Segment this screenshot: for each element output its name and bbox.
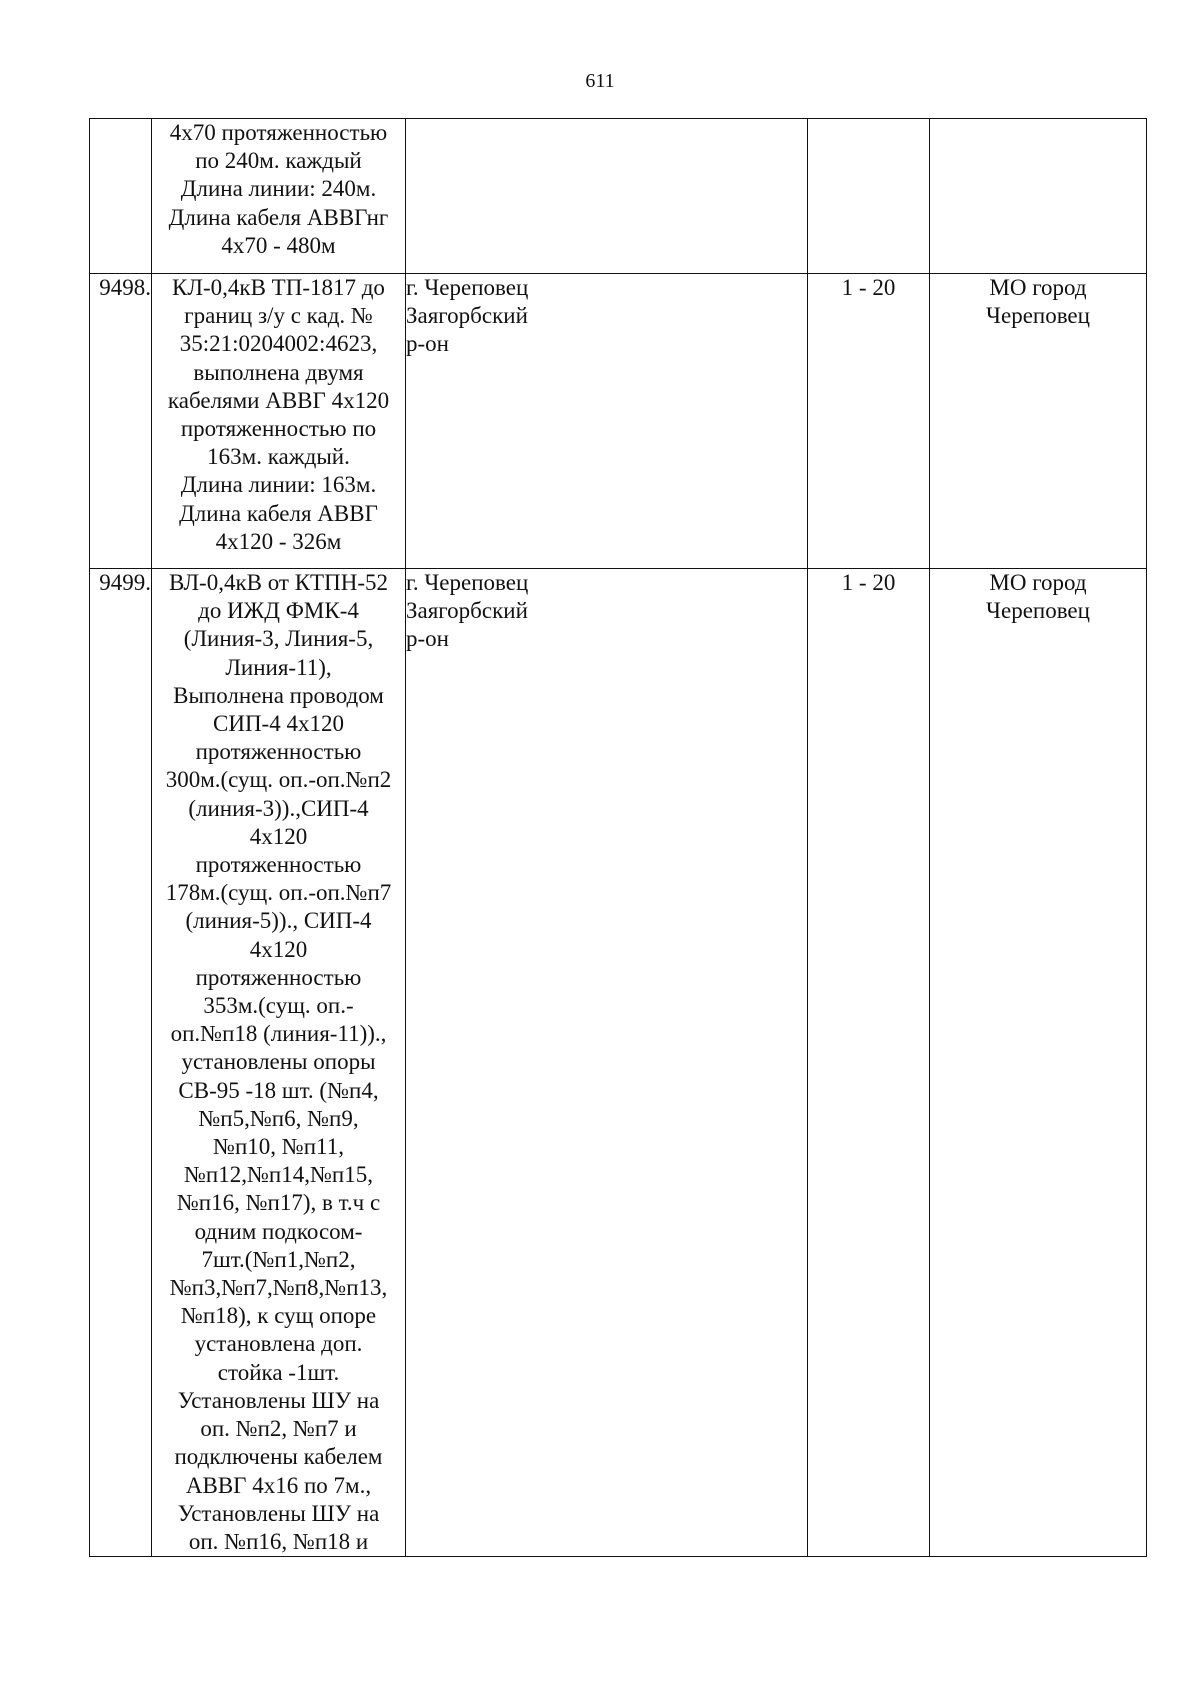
table-row — [90, 569, 1147, 1557]
description-line: оп. №п16, №п18 и — [188, 1528, 369, 1554]
object-address — [406, 569, 808, 1557]
owner — [930, 274, 1147, 569]
description-line: Длина кабеля АВВГ — [179, 500, 378, 526]
description-line: №п18), к сущ опоре — [180, 1303, 377, 1329]
owner-line: МО город — [989, 275, 1087, 300]
description-line: Линия-11), — [225, 654, 332, 680]
description-line: протяженностью по — [180, 416, 377, 442]
table-row — [90, 119, 1147, 274]
value-range: 1 - 20 — [808, 274, 930, 569]
address-line: р-он — [406, 626, 449, 652]
value-range — [808, 119, 930, 274]
description-line: Установлены ШУ на — [177, 1500, 380, 1526]
row-number — [90, 119, 152, 274]
description-line: Установлены ШУ на — [177, 1387, 380, 1413]
description-line: АВВГ 4х16 по 7м., — [185, 1472, 372, 1498]
address-line: р-он — [406, 331, 449, 357]
description-line: Выполнена проводом — [173, 682, 384, 708]
description-line: 4х120 — [249, 823, 308, 849]
description-line: подключены кабелем — [174, 1444, 383, 1470]
description-line: №п12,№п14,№п15, — [183, 1162, 373, 1188]
description-line: (Линия-3, Линия-5, — [183, 626, 374, 652]
description-line: оп.№п18 (линия-11))., — [170, 1021, 387, 1047]
object-address — [406, 119, 808, 274]
description-line: Длина линии: 240м. — [180, 176, 377, 202]
description-line: 178м.(сущ. оп.-оп.№п7 — [165, 880, 392, 906]
description-line: Длина кабеля АВВГнг — [168, 204, 389, 230]
object-description — [152, 119, 406, 274]
description-line: №п10, №п11, — [213, 1134, 344, 1160]
description-line: 35:21:0204002:4623, — [179, 331, 378, 357]
description-line: ВЛ-0,4кВ от КТПН-52 — [168, 570, 388, 595]
description-line: №п3,№п7,№п8,№п13, — [169, 1275, 388, 1301]
object-address — [406, 274, 808, 569]
description-line: 300м.(сущ. оп.-оп.№п2 — [165, 767, 392, 793]
description-line: 4х70 протяженностью — [169, 120, 388, 145]
description-line: Длина линии: 163м. — [180, 472, 377, 498]
description-line: 4х70 - 480м — [221, 232, 336, 258]
owner-line: Череповец — [986, 303, 1090, 329]
description-line: 7шт.(№п1,№п2, — [201, 1246, 356, 1272]
table-row — [90, 274, 1147, 569]
object-description — [152, 274, 406, 569]
owner-line: МО город — [989, 570, 1087, 595]
description-line: (линия-3)).,СИП-4 — [188, 795, 369, 821]
row-number: 9498. — [90, 274, 152, 569]
description-line: установлена доп. — [194, 1331, 363, 1357]
owner-line: Череповец — [986, 598, 1090, 624]
description-line: 4х120 - 326м — [215, 528, 342, 554]
row-number: 9499. — [90, 569, 152, 1557]
description-line: СИП-4 4х120 — [213, 711, 344, 737]
owner — [930, 119, 1147, 274]
address-line: г. Череповец — [406, 275, 529, 300]
description-line: по 240м. каждый — [195, 148, 362, 174]
description-line: установлены опоры — [181, 1049, 376, 1075]
description-line: одним подкосом- — [194, 1218, 363, 1244]
owner — [930, 569, 1147, 1557]
description-line: 353м.(сущ. оп.- — [203, 993, 354, 1019]
description-line: оп. №п2, №п7 и — [200, 1416, 357, 1442]
address-line: Заягорбский — [406, 598, 528, 624]
address-line: Заягорбский — [406, 303, 528, 329]
description-line: СВ-95 -18 шт. (№п4, — [178, 1077, 379, 1103]
description-line: №п5,№п6, №п9, — [198, 1105, 359, 1131]
description-line: выполнена двумя — [193, 359, 364, 385]
description-line: стойка -1шт. — [217, 1359, 340, 1385]
description-line: №п16, №п17), в т.ч с — [176, 1190, 381, 1216]
description-line: КЛ-0,4кВ ТП-1817 до — [172, 275, 385, 300]
description-line: протяженностью — [195, 739, 362, 765]
description-line: 4х120 — [249, 936, 308, 962]
description-line: протяженностью — [195, 852, 362, 878]
address-line: г. Череповец — [406, 570, 529, 595]
description-line: границ з/у с кад. № — [184, 303, 373, 329]
registry-table — [89, 118, 1147, 1557]
value-range: 1 - 20 — [808, 569, 930, 1557]
page-number: 611 — [585, 70, 615, 92]
description-line: до ИЖД ФМК-4 — [198, 598, 359, 624]
description-line: кабелями АВВГ 4х120 — [167, 387, 390, 413]
description-line: (линия-5))., СИП-4 — [185, 908, 372, 934]
description-line: 163м. каждый. — [207, 444, 350, 470]
object-description — [152, 569, 406, 1557]
description-line: протяженностью — [195, 964, 362, 990]
